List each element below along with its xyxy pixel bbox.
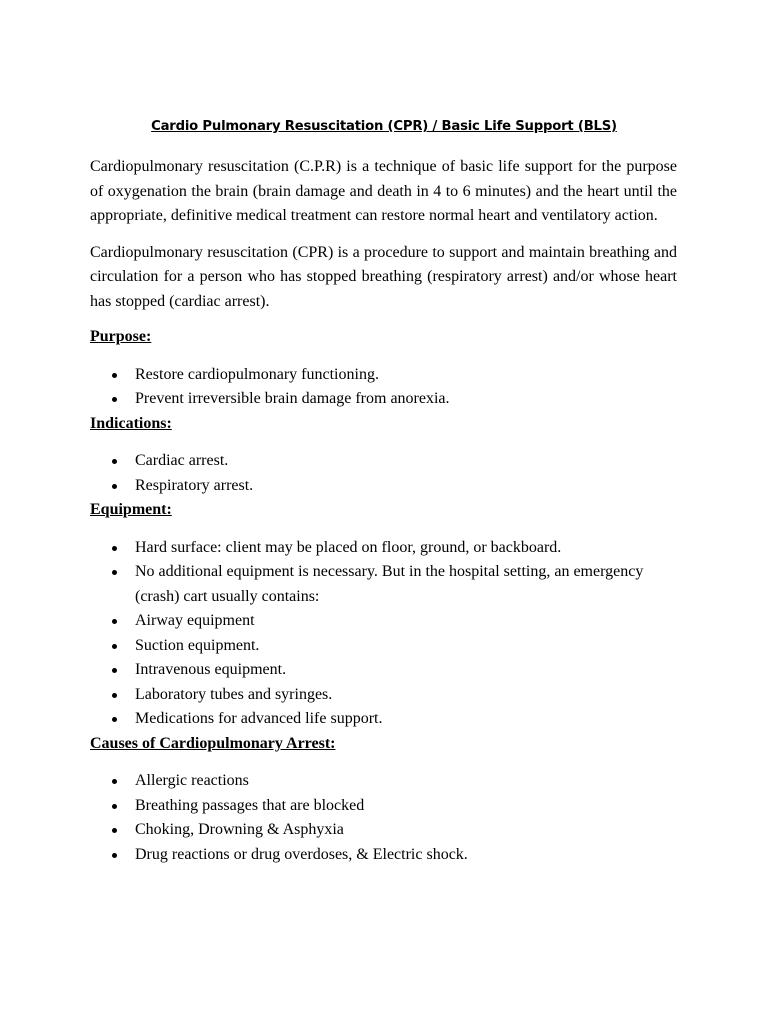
equipment-list bbox=[90, 536, 677, 732]
section-heading-equipment: Equipment: bbox=[90, 501, 172, 518]
causes-list bbox=[90, 769, 677, 867]
list-item: Hard surface: client may be placed on floor, ground, or backboard. bbox=[90, 536, 677, 561]
list-item: Respiratory arrest. bbox=[90, 474, 677, 499]
list-item: Cardiac arrest. bbox=[90, 449, 677, 474]
bullet-icon bbox=[112, 668, 117, 673]
bullet-icon bbox=[112, 779, 117, 784]
list-item: Allergic reactions bbox=[90, 769, 677, 794]
section-heading-causes: Causes of Cardiopulmonary Arrest: bbox=[90, 734, 336, 752]
section-heading-purpose: Purpose: bbox=[90, 328, 152, 345]
intro-paragraph-2: Cardiopulmonary resuscitation (CPR) is a procedure to support and maintain breathing and circulation for a person who has stopped breathing (respiratory arrest) and/or whose heart has stopped (cardiac arrest). bbox=[90, 243, 677, 310]
section-heading-indications: Indications: bbox=[90, 414, 172, 432]
list-item: Breathing passages that are blocked bbox=[90, 794, 677, 819]
bullet-icon bbox=[112, 546, 117, 551]
document-body bbox=[90, 155, 677, 867]
purpose-list bbox=[90, 363, 677, 412]
list-item: Drug reactions or drug overdoses, & Electric shock. bbox=[90, 843, 677, 868]
bullet-icon bbox=[112, 828, 117, 833]
list-item: Choking, Drowning & Asphyxia bbox=[90, 818, 677, 843]
bullet-icon bbox=[112, 853, 117, 858]
intro-paragraph-1: Cardiopulmonary resuscitation (C.P.R) is a technique of basic life support for the purpose of oxygenation the brain (brain damage and death in 4 to 6 minutes) and the heart until the appropriate, definitive medical treatment can restore normal heart and ventilatory action. bbox=[90, 158, 677, 224]
list-item: Laboratory tubes and syringes. bbox=[90, 683, 677, 708]
bullet-icon bbox=[112, 693, 117, 698]
bullet-icon bbox=[112, 397, 117, 402]
list-item: No additional equipment is necessary. But in the hospital setting, an emergency (crash) cart usually contains: bbox=[90, 560, 677, 609]
list-item: Medications for advanced life support. bbox=[90, 707, 677, 732]
bullet-icon bbox=[112, 804, 117, 809]
list-item: Airway equipment bbox=[90, 609, 677, 634]
bullet-icon bbox=[112, 570, 117, 575]
list-item: Prevent irreversible brain damage from anorexia. bbox=[90, 387, 677, 412]
bullet-icon bbox=[112, 459, 117, 464]
bullet-icon bbox=[112, 373, 117, 378]
list-item: Suction equipment. bbox=[90, 634, 677, 659]
list-item: Restore cardiopulmonary functioning. bbox=[90, 363, 677, 388]
bullet-icon bbox=[112, 484, 117, 489]
bullet-icon bbox=[112, 717, 117, 722]
document-title: Cardio Pulmonary Resuscitation (CPR) / Basic Life Support (BLS) bbox=[151, 119, 617, 134]
indications-list bbox=[90, 449, 677, 498]
list-item: Intravenous equipment. bbox=[90, 658, 677, 683]
bullet-icon bbox=[112, 644, 117, 649]
bullet-icon bbox=[112, 619, 117, 624]
